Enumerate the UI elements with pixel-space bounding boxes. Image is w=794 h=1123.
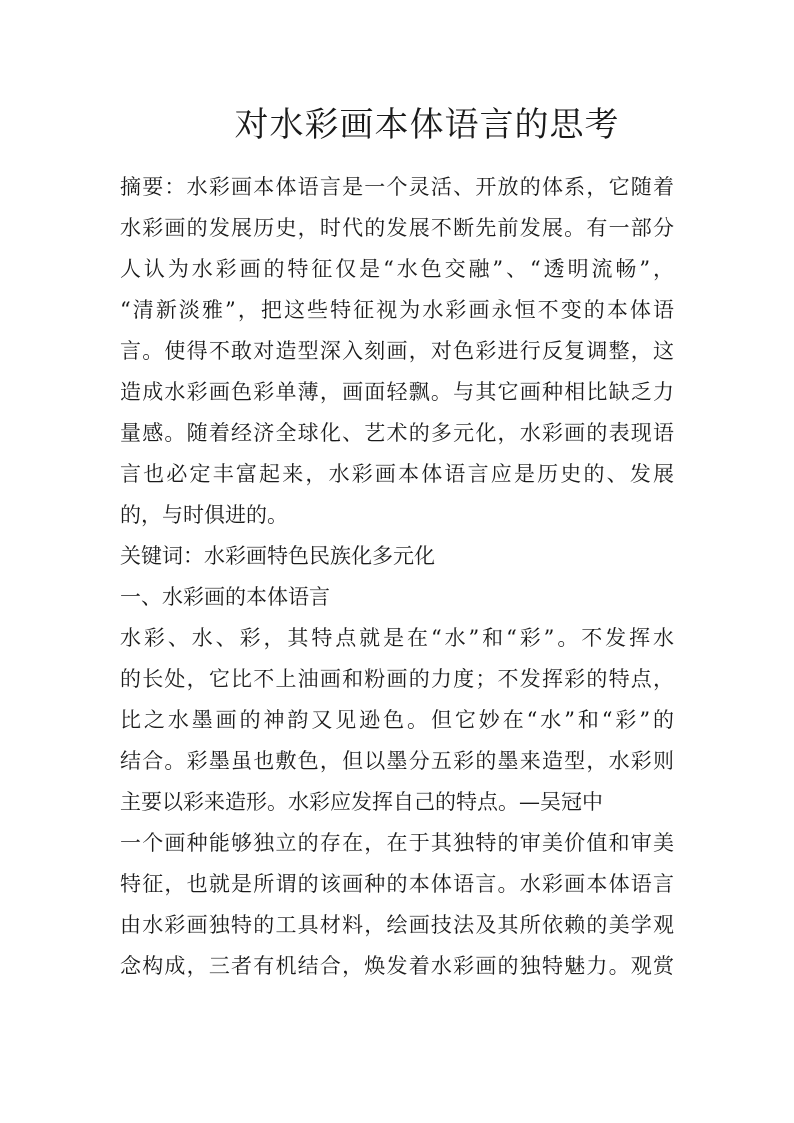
body-line-4: 结合。彩墨虽也敷色，但以墨分五彩的墨来造型，水彩则 — [120, 749, 674, 773]
abstract-line-3: 人认为水彩画的特征仅是“水色交融”、“透明流畅”， — [120, 257, 674, 281]
keywords-line: 关键词：水彩画特色民族化多元化 — [120, 544, 435, 568]
abstract-line-6: 造成水彩画色彩单薄，画面轻飘。与其它画种相比缺乏力 — [120, 380, 674, 404]
abstract-line-9: 的，与时俱进的。 — [120, 503, 288, 527]
body-line-2: 的长处，它比不上油画和粉画的力度；不发挥彩的特点， — [120, 667, 674, 691]
body-line-8: 由水彩画独特的工具材料，绘画技法及其所依赖的美学观 — [120, 913, 674, 937]
abstract-line-8: 言也必定丰富起来，水彩画本体语言应是历史的、发展 — [120, 462, 674, 486]
body-line-5: 主要以彩来造形。水彩应发挥自己的特点。—吴冠中 — [120, 790, 603, 814]
body-line-3: 比之水墨画的神韵又见逊色。但它妙在“水”和“彩”的 — [120, 708, 674, 732]
abstract-line-5: 言。使得不敢对造型深入刻画，对色彩进行反复调整，这 — [120, 339, 674, 363]
section-heading: 一、水彩画的本体语言 — [120, 585, 330, 609]
abstract-line-1: 摘要：水彩画本体语言是一个灵活、开放的体系，它随着 — [120, 175, 674, 199]
body-line-7: 特征，也就是所谓的该画种的本体语言。水彩画本体语言 — [120, 872, 674, 896]
abstract-line-7: 量感。随着经济全球化、艺术的多元化，水彩画的表现语 — [120, 421, 674, 445]
body-line-1: 水彩、水、彩，其特点就是在“水”和“彩”。不发挥水 — [120, 626, 674, 650]
body-line-6: 一个画种能够独立的存在，在于其独特的审美价值和审美 — [120, 831, 674, 855]
abstract-line-2: 水彩画的发展历史，时代的发展不断先前发展。有一部分 — [120, 216, 674, 240]
document-title: 对水彩画本体语言的思考 — [234, 105, 620, 145]
abstract-line-4: “清新淡雅”，把这些特征视为水彩画永恒不变的本体语 — [120, 298, 674, 322]
body-line-9: 念构成，三者有机结合，焕发着水彩画的独特魅力。观赏 — [120, 954, 674, 978]
